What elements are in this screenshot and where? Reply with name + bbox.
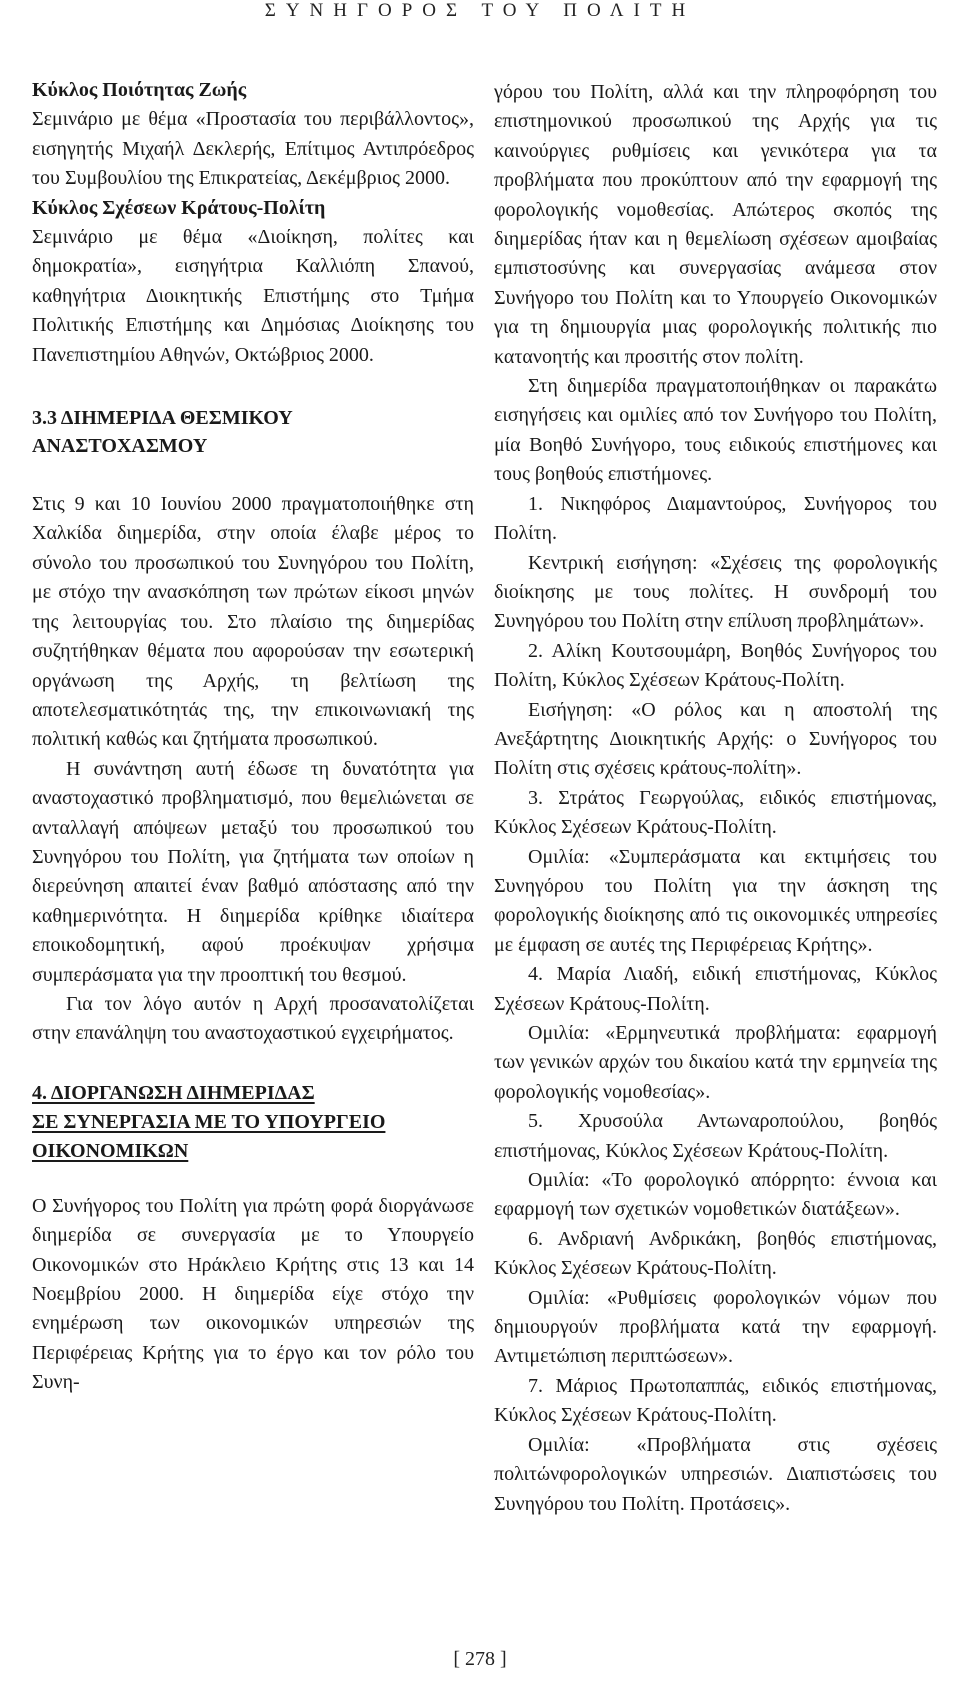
list-item: Ομιλία: «Ρυθμίσεις φορολογικών νόμων που δημιουργούν προβλήματα κατά την εφαρμογή. Αντιμετώπιση περιπτώσεων». xyxy=(494,1286,937,1368)
list-item: Εισήγηση: «Ο ρόλος και η αποστολή της Ανεξάρτητης Διοικητικής Αρχής: ο Συνήγορος του Πολίτη στις σχέσεις κράτους-πολίτη». xyxy=(494,698,937,780)
list-item: 3. Στράτος Γεωργούλας, ειδικός επιστήμονας, Κύκλος Σχέσεων Κράτους-Πολίτη. xyxy=(494,786,937,839)
section4-heading-line1: 4. ΔΙΟΡΓΑΝΩΣΗ ΔΙΗΜΕΡΙΔΑΣ xyxy=(32,1081,315,1104)
list-item: 5. Χρυσούλα Αντωναροπούλου, βοηθός επιστήμονας, Κύκλος Σχέσεων Κράτους-Πολίτη. xyxy=(494,1110,937,1162)
list-item: Ομιλία: «Προβλήματα στις σχέσεις πολιτώνφορολογικών υπηρεσιών. Διαπιστώσεις του Συνηγόρου του Πολίτη. Προτάσεις». xyxy=(494,1433,937,1515)
cycle-quality-text: Σεμινάριο με θέμα «Προστασία του περιβάλλοντος», εισηγητής Μιχαήλ Δεκλερής, Επίτιμος Αντιπρόεδρος του Συμβουλίου της Επικρατείας, Δεκέμβριος 2000. xyxy=(32,108,474,190)
right-column xyxy=(494,78,937,1519)
section4-heading xyxy=(32,1079,474,1166)
running-header: ΣΥΝΗΓΟΡΟΣ ΤΟΥ ΠΟΛΙΤΗ xyxy=(264,0,696,21)
list-item: Ομιλία: «Ερμηνευτικά προβλήματα: εφαρμογή των γενικών αρχών του δικαίου κατά την ερμηνεία της φορολογικής νομοθεσίας». xyxy=(494,1022,937,1103)
section4-heading-line3: ΟΙΚΟΝΟΜΙΚΩΝ xyxy=(32,1139,189,1162)
section3-heading xyxy=(32,404,474,460)
section4-paragraph-1: Ο Συνήγορος του Πολίτη για πρώτη φορά διοργάνωσε διημερίδα σε συνεργασία με το Υπουργείο Οικονομικών στο Ηράκλειο Κρήτης στις 13 και 14 Νοεμβρίου 2000. Η διημερίδα είχε στόχο την ενημέρωση των οικονομικών υπηρεσιών της Περιφέρειας Κρήτης για το έργο και τον ρόλο του Συνη- xyxy=(32,1194,474,1394)
section3-paragraph-1: Στις 9 και 10 Ιουνίου 2000 πραγματοποιήθηκε στη Χαλκίδα διημερίδα, στην οποία έλαβε μέρος το σύνολο του προσωπικού του Συνηγόρου του Πολίτη, με στόχο την ανασκόπηση των πρώτων είκοσι μηνών της λειτουργίας του. Στο πλαίσιο της διημερίδας συζητήθηκαν θέματα που αφορούσαν την εσωτερική οργάνωση της Αρχής, τη βελτίωση της αποτελεσματικότητάς της, την επικοινωνιακή της πολιτική καθώς και ζητήματα προσωπικού. xyxy=(32,493,474,751)
section3-paragraph-3: Για τον λόγο αυτόν η Αρχή προσανατολίζεται στην επανάληψη του αναστοχαστικού εγχειρήματος. xyxy=(32,992,474,1045)
cycle-state-text: Σεμινάριο με θέμα «Διοίκηση, πολίτες και δημοκρατία», εισηγήτρια Καλλιόπη Σπανού, καθηγήτρια Διοικητικής Επιστήμης στο Τμήμα Πολιτικής Επιστήμης και Δημόσιας Διοίκησης του Πανεπιστημίου Αθηνών, Οκτώβριος 2000. xyxy=(32,226,474,366)
list-item: 7. Μάριος Πρωτοπαππάς, ειδικός επιστήμονας, Κύκλος Σχέσεων Κράτους-Πολίτη. xyxy=(494,1374,937,1427)
cycle-state-heading: Κύκλος Σχέσεων Κράτους-Πολίτη xyxy=(32,196,326,219)
section3-paragraph-2: Η συνάντηση αυτή έδωσε τη δυνατότητα για αναστοχαστικό προβληματισμό, που θεμελιώνεται σε ανταλλαγή απόψεων μεταξύ του προσωπικού του Συνηγόρου του Πολίτη, για ζητήματα των οποίων η διερεύνηση απαιτεί έναν βαθμό απόστασης από την καθημερινότητα. Η διημερίδα κρίθηκε ιδιαίτερα εποικοδομητική, αφού προέκυψαν χρήσιμα συμπεράσματα για την προοπτική του θεσμού. xyxy=(32,757,474,986)
list-item: Ομιλία: «Το φορολογικό απόρρητο: έννοια και εφαρμογή των σχετικών νομοθετικών διατάξεων». xyxy=(494,1169,937,1221)
list-item: 2. Αλίκη Κουτσουμάρη, Βοηθός Συνήγορος του Πολίτη, Κύκλος Σχέσεων Κράτους-Πολίτη. xyxy=(494,639,937,692)
cycle-quality-heading: Κύκλος Ποιότητας Ζωής xyxy=(32,79,247,101)
page-number: [ 278 ] xyxy=(453,1648,507,1670)
section4-heading-line2: ΣΕ ΣΥΝΕΡΓΑΣΙΑ ΜΕ ΤΟ ΥΠΟΥΡΓΕΙΟ xyxy=(32,1110,386,1133)
list-item: 1. Νικηφόρος Διαμαντούρος, Συνήγορος του Πολίτη. xyxy=(494,492,937,545)
section3-heading-line1: 3.3 ΔΙΗΜΕΡΙΔΑ ΘΕΣΜΙΚΟΥ xyxy=(32,407,293,430)
list-item: 4. Μαρία Λιαδή, ειδική επιστήμονας, Κύκλος Σχέσεων Κράτους-Πολίτη. xyxy=(494,963,937,1015)
list-item: Κεντρική εισήγηση: «Σχέσεις της φορολογικής διοίκησης με τους πολίτες. Η συνδρομή του Συνηγόρου του Πολίτη στην επίλυση προβλημάτων». xyxy=(494,551,937,633)
continuation-paragraph: γόρου του Πολίτη, αλλά και την πληροφόρηση του επιστημονικού προσωπικού της Αρχής για τις καινούργιες ρυθμίσεις και γενικότερα για τα προβλήματα που προκύπτουν από την εφαρμογή της φορολογικής νομοθεσίας. Απώτερος σκοπός της διημερίδας ήταν και η θεμελίωση σχέσεων αμοιβαίας εμπιστοσύνης και συνεργασίας ανάμεσα στον Συνήγορο του Πολίτη και το Υπουργείο Οικονομικών για τη δημιουργία μιας φορολογικής πολιτικής πιο κατανοητής και προσιτής στον πολίτη. xyxy=(494,81,937,368)
left-column xyxy=(32,76,474,1398)
intro-paragraph: Στη διημερίδα πραγματοποιήθηκαν οι παρακάτω εισηγήσεις και ομιλίες από τον Συνήγορο του Πολίτη, μία Βοηθό Συνήγορο, τους ειδικούς επιστήμονες και τους βοηθούς επιστήμονες. xyxy=(494,375,937,486)
section3-heading-line2: ΑΝΑΣΤΟΧΑΣΜΟΥ xyxy=(32,435,208,458)
list-item: 6. Ανδριανή Ανδρικάκη, βοηθός επιστήμονας, Κύκλος Σχέσεων Κράτους-Πολίτη. xyxy=(494,1227,937,1280)
list-item: Ομιλία: «Συμπεράσματα και εκτιμήσεις του Συνηγόρου του Πολίτη για την άσκηση της φορολογικής διοίκησης από τις οικονομικές υπηρεσίες με έμφαση σε αυτές της Περιφέρειας Κρήτης». xyxy=(494,845,937,956)
